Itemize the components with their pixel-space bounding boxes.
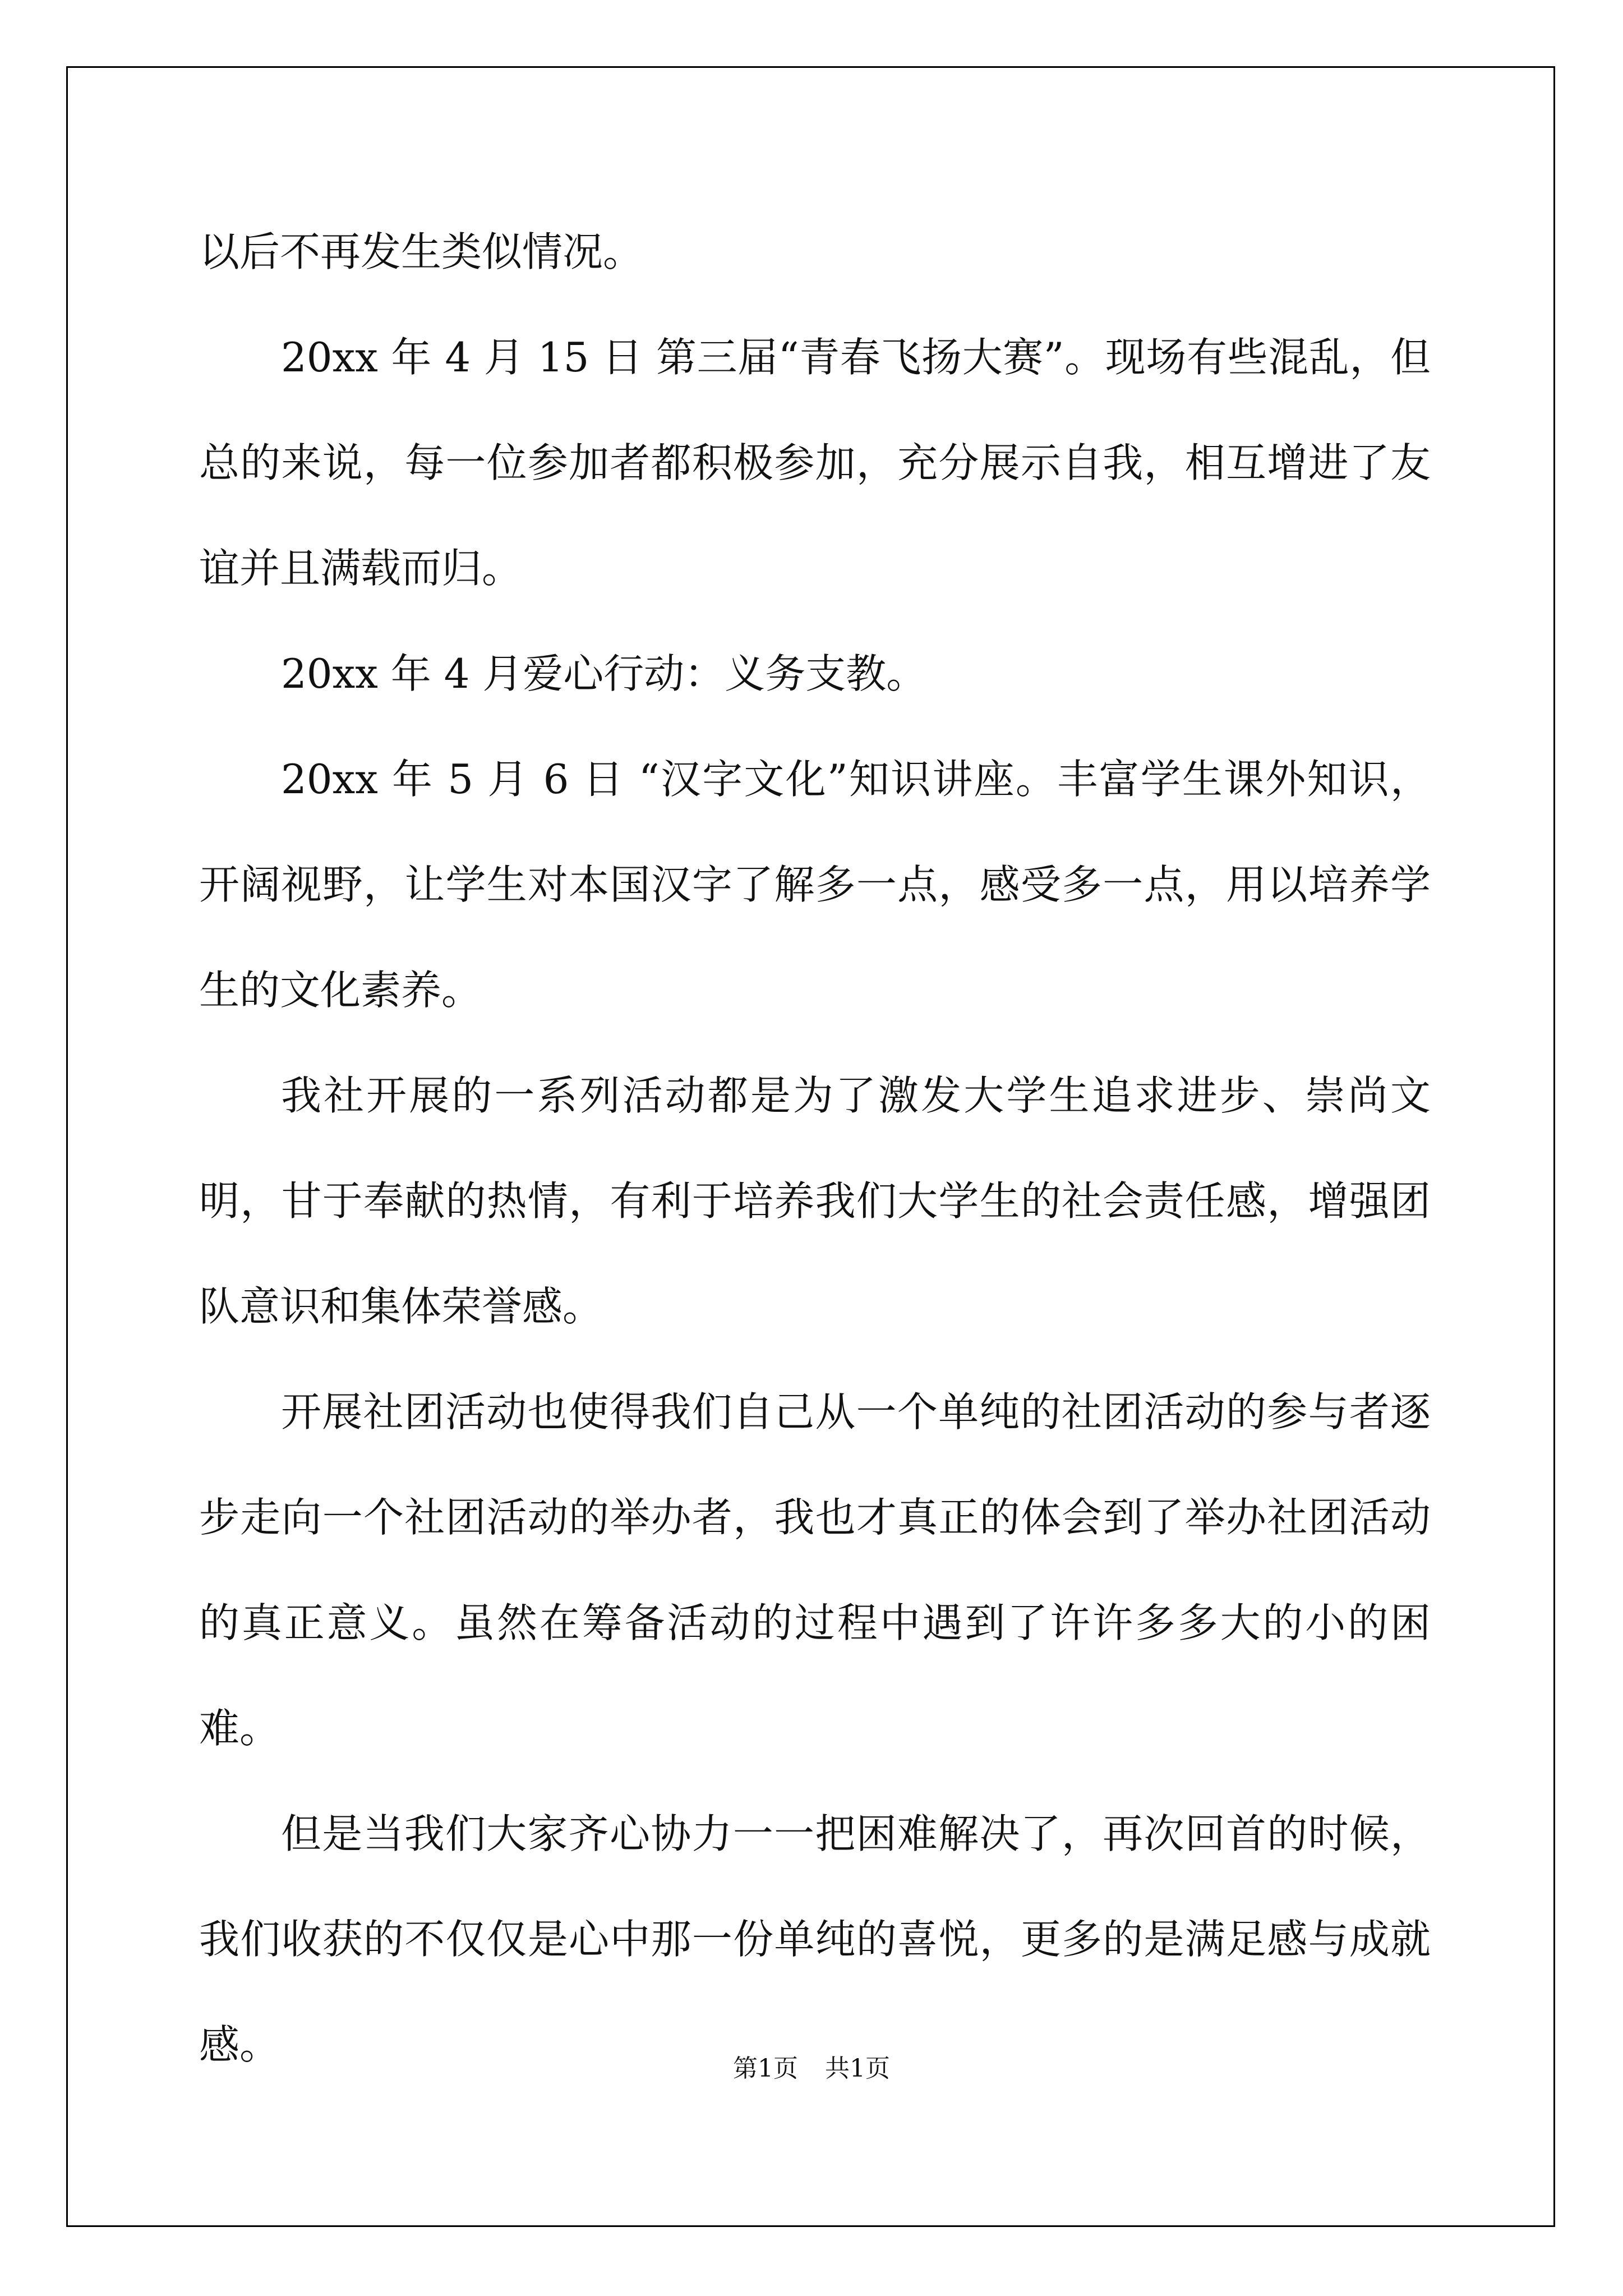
paragraph-4: 20xx 年 5 月 6 日 “汉字文化”知识讲座。丰富学生课外知识，开阔视野，让学生对本国汉字了解多一点，感受多一点，用以培养学生的文化素养。 [199,756,1431,1014]
paragraph-2: 20xx 年 4 月 15 日 第三届“青春飞扬大赛”。现场有些混乱，但总的来说，每一位参加者都积极参加，充分展示自我，相互增进了友谊并且满载而归。 [199,334,1431,592]
paragraph-5: 我社开展的一系列活动都是为了激发大学生追求进步、崇尚文明，甘于奉献的热情，有利于培养我们大学生的社会责任感，增强团队意识和集体荣誉感。 [199,1072,1431,1330]
paragraph-7: 但是当我们大家齐心协力一一把困难解决了，再次回首的时候，我们收获的不仅仅是心中那一份单纯的喜悦，更多的是满足感与成就感。 [199,1810,1431,2068]
paragraph-6: 开展社团活动也使得我们自己从一个单纯的社团活动的参与者逐步走向一个社团活动的举办者，我也才真正的体会到了举办社团活动的真正意义。虽然在筹备活动的过程中遇到了许许多多大的小的困难。 [199,1388,1431,1752]
page-footer [0,2052,1623,2086]
page-number: 第1页 [733,2054,798,2083]
paragraph-3: 20xx 年 4 月爱心行动：义务支教。 [281,650,927,697]
total-pages: 共1页 [825,2054,890,2083]
document-body [199,199,1431,2097]
paragraph-1: 以后不再发生类似情况。 [199,228,644,275]
